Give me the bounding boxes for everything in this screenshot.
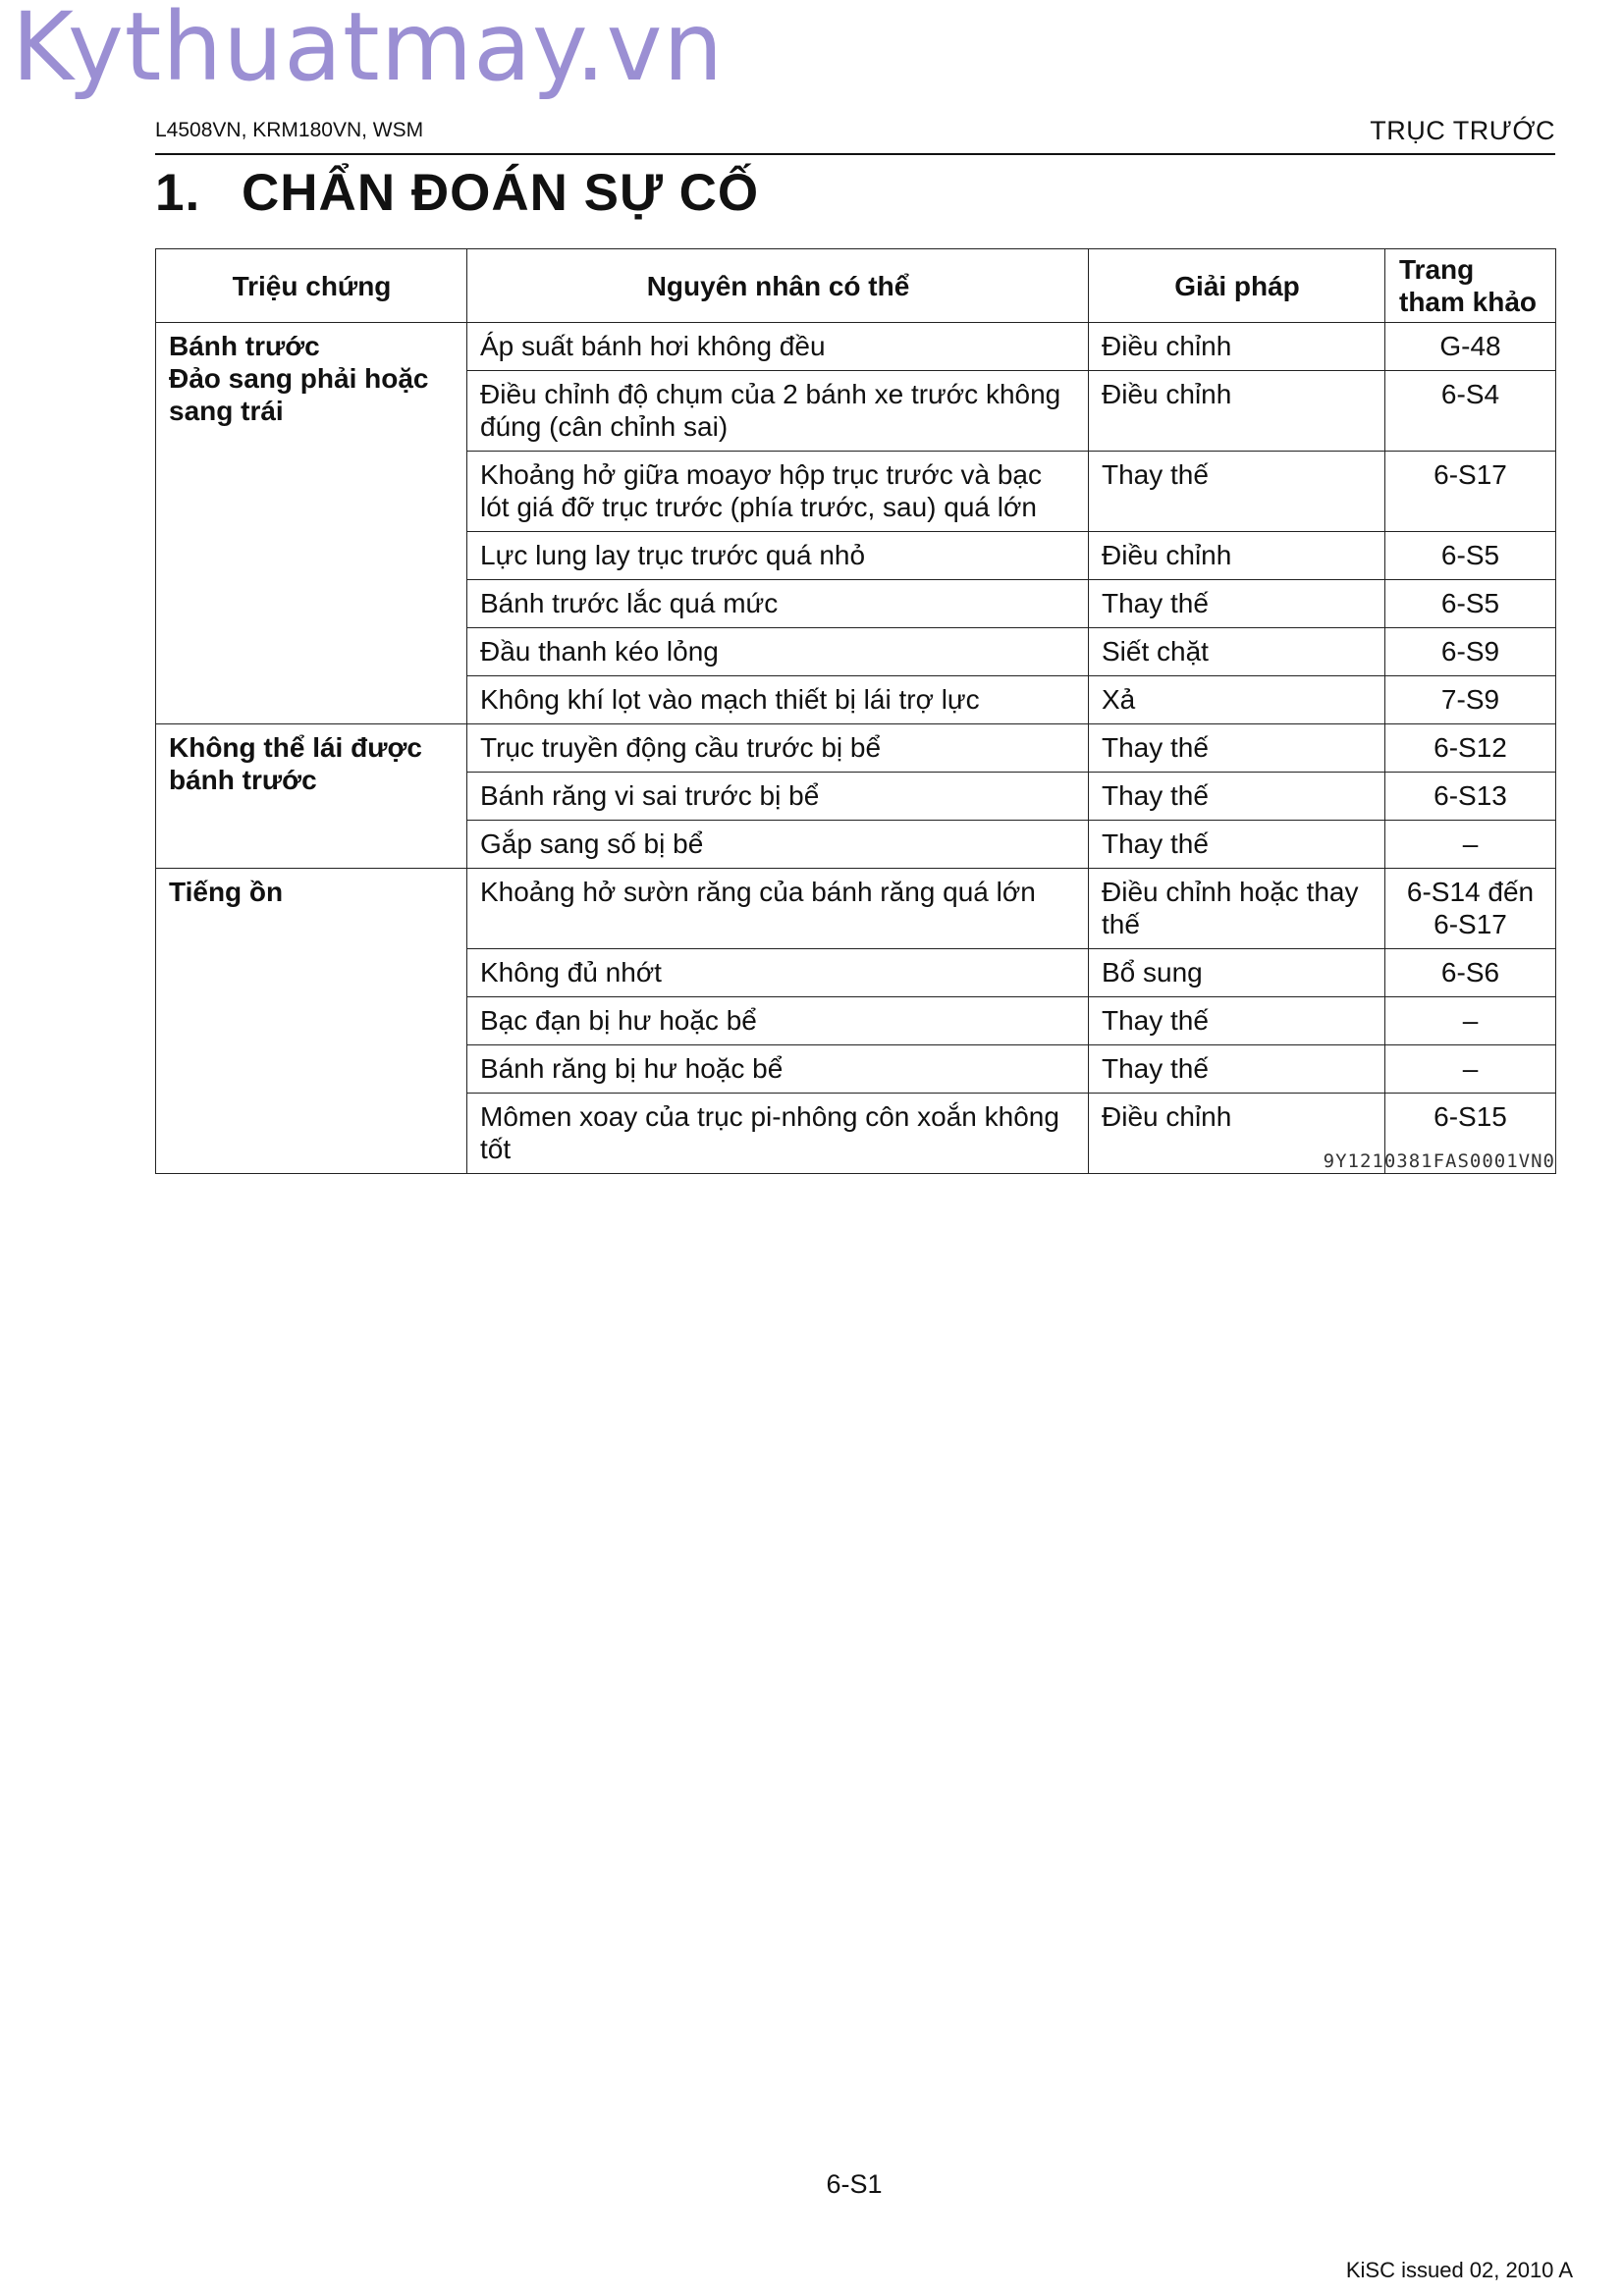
- header-section: TRỤC TRƯỚC: [1370, 116, 1555, 145]
- cause-cell: Gắp sang số bị bể: [467, 821, 1089, 869]
- table-body: [156, 323, 1556, 1174]
- symptom-cell: [156, 323, 467, 724]
- cause-cell: Mômen xoay của trục pi-nhông côn xoắn không tốt: [467, 1094, 1089, 1174]
- remedy-cell: Điều chỉnh: [1089, 323, 1385, 371]
- cause-cell: Bạc đạn bị hư hoặc bể: [467, 997, 1089, 1045]
- table-row: [156, 869, 1556, 949]
- cause-cell: Bánh răng vi sai trước bị bể: [467, 773, 1089, 821]
- reference-cell: 6-S6: [1385, 949, 1556, 997]
- remedy-cell: Thay thế: [1089, 821, 1385, 869]
- reference-cell: 6-S13: [1385, 773, 1556, 821]
- reference-cell: 6-S9: [1385, 628, 1556, 676]
- cause-cell: Đầu thanh kéo lỏng: [467, 628, 1089, 676]
- remedy-cell: Thay thế: [1089, 452, 1385, 532]
- header-reference: [1385, 249, 1556, 323]
- page-title: [155, 163, 759, 223]
- reference-cell: 7-S9: [1385, 676, 1556, 724]
- cause-cell: Trục truyền động cầu trước bị bể: [467, 724, 1089, 773]
- header-reference-line2: tham khảo: [1399, 287, 1538, 317]
- remedy-cell: Thay thế: [1089, 773, 1385, 821]
- remedy-cell: Bổ sung: [1089, 949, 1385, 997]
- reference-cell: 6-S5: [1385, 532, 1556, 580]
- cause-cell: Áp suất bánh hơi không đều: [467, 323, 1089, 371]
- cause-cell: Bánh trước lắc quá mức: [467, 580, 1089, 628]
- reference-cell: G-48: [1385, 323, 1556, 371]
- symptom-line: Không thể lái được: [169, 732, 422, 763]
- header-remedy: Giải pháp: [1089, 249, 1385, 323]
- symptom-line: bánh trước: [169, 765, 317, 795]
- reference-cell: 6-S15: [1385, 1094, 1556, 1174]
- reference-cell: 6-S5: [1385, 580, 1556, 628]
- remedy-cell: Thay thế: [1089, 724, 1385, 773]
- title-number: 1.: [155, 164, 201, 222]
- remedy-cell: Siết chặt: [1089, 628, 1385, 676]
- reference-cell: 6-S12: [1385, 724, 1556, 773]
- remedy-cell: Thay thế: [1089, 580, 1385, 628]
- symptom-line: Bánh trước: [169, 331, 320, 361]
- remedy-cell: Thay thế: [1089, 1045, 1385, 1094]
- watermark-logo: Kythuatmay.vn: [12, 0, 725, 102]
- symptom-cell: [156, 724, 467, 869]
- remedy-cell: Điều chỉnh hoặc thay thế: [1089, 869, 1385, 949]
- page-number: 6-S1: [826, 2169, 883, 2199]
- remedy-cell: Thay thế: [1089, 997, 1385, 1045]
- cause-cell: Điều chỉnh độ chụm của 2 bánh xe trước không đúng (cân chỉnh sai): [467, 371, 1089, 452]
- remedy-cell: Điều chỉnh: [1089, 371, 1385, 452]
- cause-cell: Không khí lọt vào mạch thiết bị lái trợ lực: [467, 676, 1089, 724]
- header-models: L4508VN, KRM180VN, WSM: [155, 119, 424, 141]
- reference-cell: –: [1385, 1045, 1556, 1094]
- remedy-cell: Xả: [1089, 676, 1385, 724]
- cause-cell: Khoảng hở giữa moayơ hộp trục trước và bạc lót giá đỡ trục trước (phía trước, sau) quá lớn: [467, 452, 1089, 532]
- reference-cell: 6-S17: [1385, 452, 1556, 532]
- symptom-line: Đảo sang phải hoặc: [169, 363, 429, 394]
- header-reference-line1: Trang: [1399, 254, 1475, 285]
- title-text: CHẨN ĐOÁN SỰ CỐ: [242, 164, 760, 222]
- symptom-line: Tiếng ồn: [169, 877, 284, 907]
- cause-cell: Lực lung lay trục trước quá nhỏ: [467, 532, 1089, 580]
- table-header-row: [156, 249, 1556, 323]
- cause-cell: Khoảng hở sườn răng của bánh răng quá lớn: [467, 869, 1089, 949]
- table-row: [156, 724, 1556, 773]
- table-row: [156, 323, 1556, 371]
- symptom-cell: [156, 869, 467, 1174]
- header-symptom: Triệu chứng: [156, 249, 467, 323]
- issue-info: KiSC issued 02, 2010 A: [1345, 2258, 1573, 2282]
- cause-cell: Bánh răng bị hư hoặc bể: [467, 1045, 1089, 1094]
- reference-cell: –: [1385, 997, 1556, 1045]
- remedy-cell: Điều chỉnh: [1089, 532, 1385, 580]
- reference-cell: –: [1385, 821, 1556, 869]
- symptom-line: sang trái: [169, 396, 284, 426]
- remedy-cell: Điều chỉnh: [1089, 1094, 1385, 1174]
- reference-cell: 6-S4: [1385, 371, 1556, 452]
- header-cause: Nguyên nhân có thể: [467, 249, 1089, 323]
- reference-cell: 6-S14 đến 6-S17: [1385, 869, 1556, 949]
- header-divider: [155, 153, 1555, 155]
- troubleshooting-table: [155, 248, 1556, 1174]
- document-code: 9Y1210381FAS0001VN0: [1323, 1150, 1555, 1172]
- cause-cell: Không đủ nhớt: [467, 949, 1089, 997]
